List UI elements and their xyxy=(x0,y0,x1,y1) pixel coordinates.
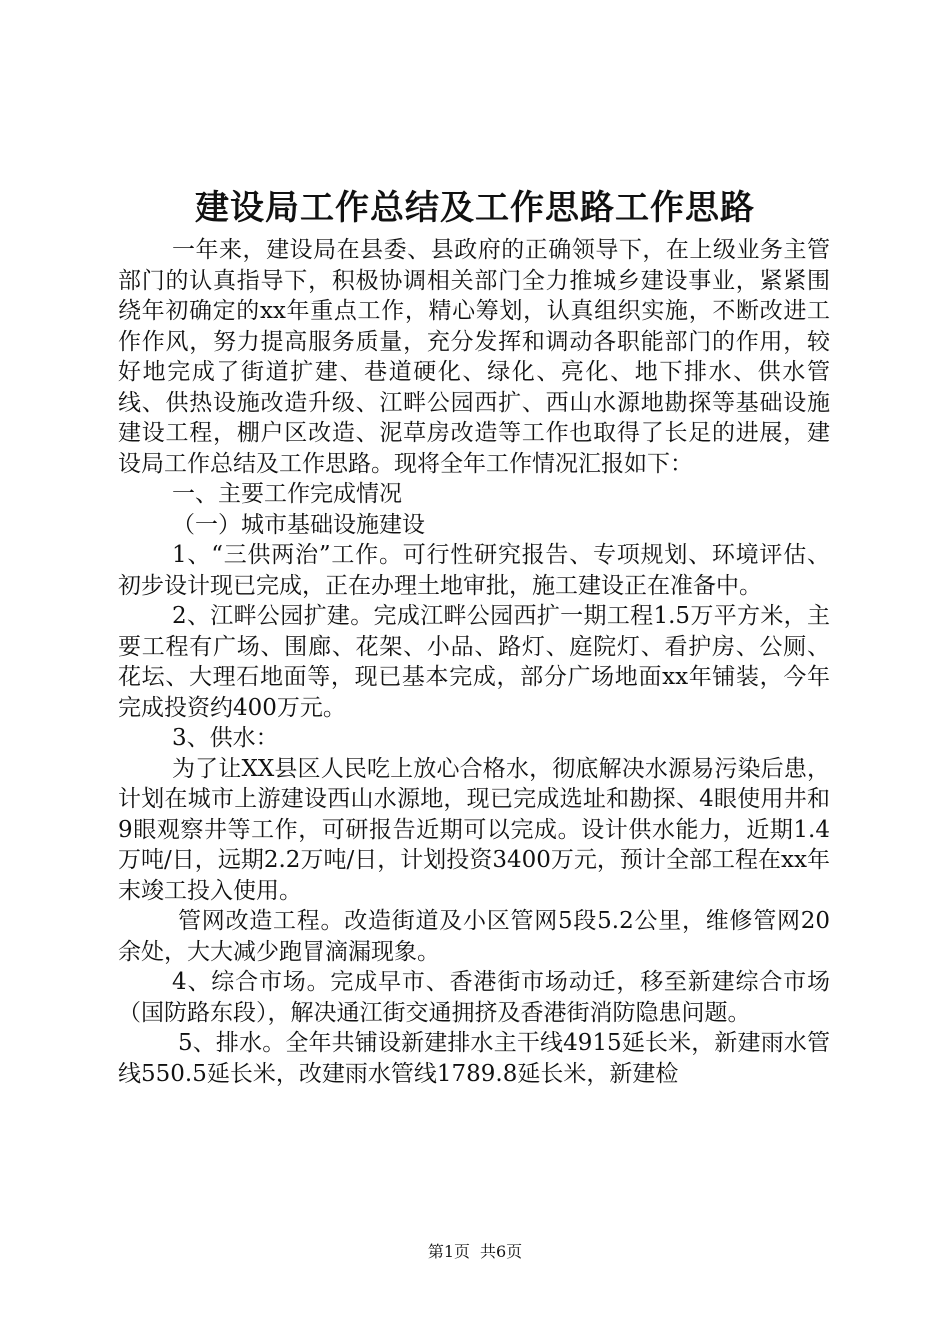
document-title: 建设局工作总结及工作思路工作思路 xyxy=(195,188,755,228)
paragraph-intro: 一年来，建设局在县委、县政府的正确领导下，在上级业务主管部门的认真指导下，积极协调相关部门全力推城乡建设事业，紧紧围绕年初确定的xx年重点工作，精心筹划，认真组织实施，不断改进工作作风，努力提高服务质量，充分发挥和调动各职能部门的作用，较好地完成了街道扩建、巷道硬化、绿化、亮化、地下排水、供水管线、供热设施改造升级、江畔公园西扩、西山水源地勘探等基础设施建设工程，棚户区改造、泥草房改造等工作也取得了长足的进展，建设局工作总结及工作思路。现将全年工作情况汇报如下： xyxy=(118,237,830,477)
page-footer xyxy=(0,1242,950,1262)
page-total: 共6页 xyxy=(480,1242,523,1261)
paragraph-item-1: 1、“三供两治”工作。可行性研究报告、专项规划、环境评估、初步设计现已完成，正在办理土地审批，施工建设正在准备中。 xyxy=(118,542,830,599)
paragraph-water-supply: 为了让XX县区人民吃上放心合格水，彻底解决水源易污染后患，计划在城市上游建设西山水源地，现已完成选址和勘探、4眼使用井和9眼观察井等工作，可研报告近期可以完成。设计供水能力，近期1.4万吨/日，远期2.2万吨/日，计划投资3400万元，预计全部工程在xx年末竣工投入使用。 xyxy=(118,755,830,904)
subsection-heading: （一）城市基础设施建设 xyxy=(172,511,425,538)
page-number: 第1页 xyxy=(427,1242,470,1261)
paragraph-item-4: 4、综合市场。完成早市、香港街市场动迁，移至新建综合市场（国防路东段），解决通江街交通拥挤及香港街消防隐患问题。 xyxy=(118,969,830,1026)
document-body xyxy=(118,235,830,1089)
paragraph-item-3-heading: 3、供水： xyxy=(172,725,279,751)
paragraph-pipe-network: 管网改造工程。改造街道及小区管网5段5.2公里，维修管网20余处，大大减少跑冒滴漏现象。 xyxy=(118,908,830,965)
paragraph-item-2: 2、江畔公园扩建。完成江畔公园西扩一期工程1.5万平方米，主要工程有广场、围廊、花架、小品、路灯、庭院灯、看护房、公厕、花坛、大理石地面等，现已基本完成，部分广场地面xx年铺装，今年完成投资约400万元。 xyxy=(118,603,830,721)
paragraph-item-5: 5、排水。全年共铺设新建排水主干线4915延长米，新建雨水管线550.5延长米，改建雨水管线1789.8延长米，新建检 xyxy=(118,1030,830,1087)
section-heading: 一、主要工作完成情况 xyxy=(172,481,402,507)
